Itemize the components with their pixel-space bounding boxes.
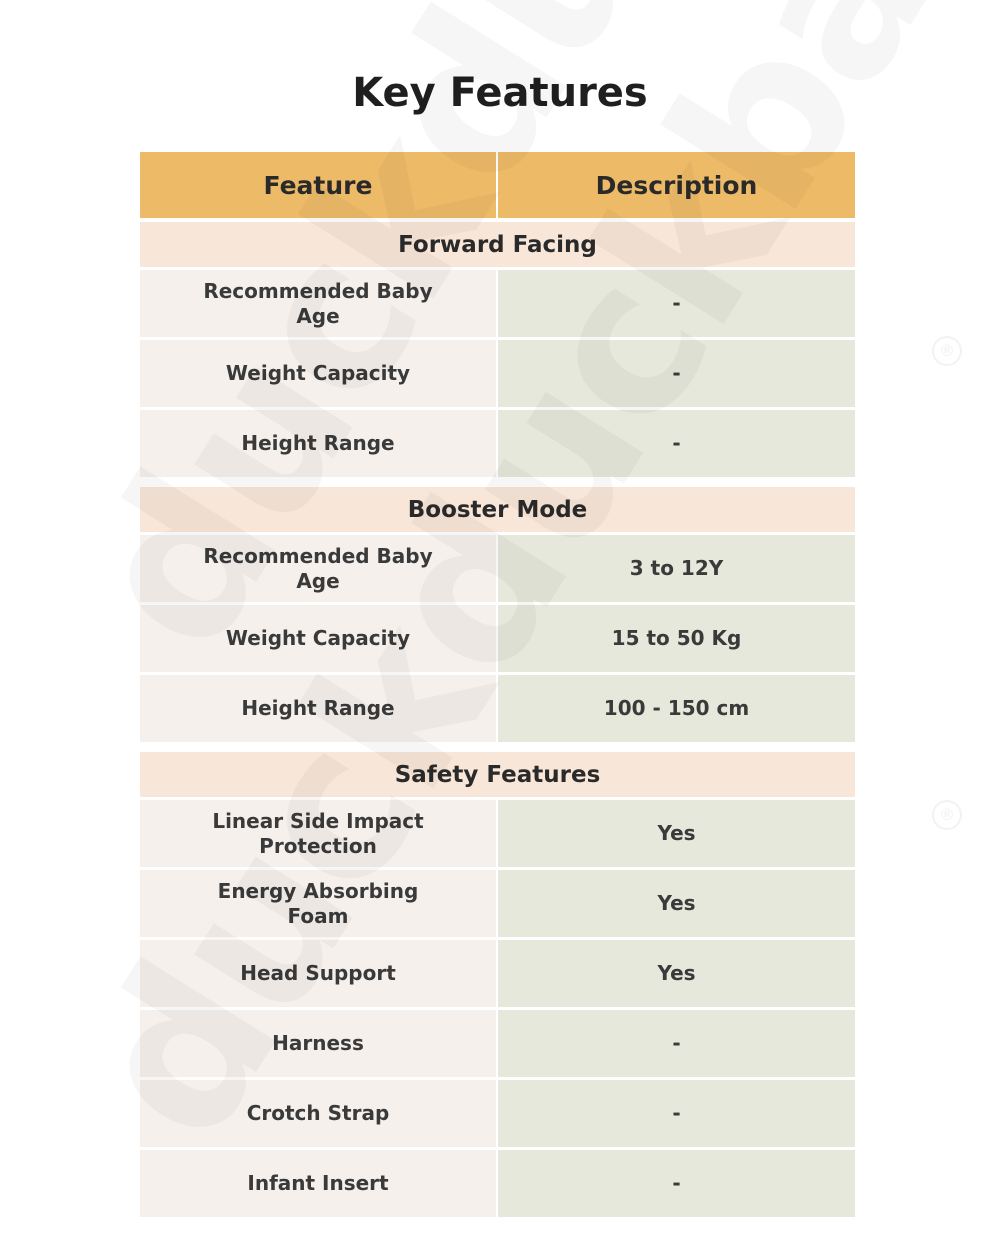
feature-label: Crotch Strap: [246, 1101, 390, 1125]
description-cell: -: [498, 340, 855, 407]
section-title: Forward Facing: [140, 222, 855, 267]
description-cell: -: [498, 1080, 855, 1147]
table-row: [140, 1010, 855, 1077]
feature-cell: [140, 270, 496, 337]
feature-label: Height Range: [241, 696, 395, 720]
feature-label: Linear Side Impact Protection: [212, 808, 424, 858]
section-title: Booster Mode: [140, 487, 855, 532]
feature-cell: [140, 1150, 496, 1217]
feature-cell: [140, 1080, 496, 1147]
description-cell: 15 to 50 Kg: [498, 605, 855, 672]
description-cell: 100 - 150 cm: [498, 675, 855, 742]
feature-cell: [140, 340, 496, 407]
description-cell: -: [498, 410, 855, 477]
feature-cell: [140, 535, 496, 602]
registered-icon: ®: [932, 800, 962, 830]
feature-label: Harness: [272, 1031, 364, 1055]
feature-label: Energy Absorbing Foam: [217, 878, 419, 928]
table-row: [140, 675, 855, 742]
header-feature: Feature: [140, 152, 496, 218]
table-row: [140, 800, 855, 867]
feature-cell: [140, 800, 496, 867]
table-row: [140, 1080, 855, 1147]
description-cell: Yes: [498, 940, 855, 1007]
description-cell: -: [498, 1010, 855, 1077]
feature-label: Recommended Baby Age: [203, 543, 433, 593]
table-row: [140, 410, 855, 477]
feature-label: Height Range: [241, 431, 395, 455]
description-cell: Yes: [498, 800, 855, 867]
table-row: [140, 270, 855, 337]
features-table: [140, 152, 855, 1220]
table-header: [140, 152, 855, 218]
feature-cell: [140, 870, 496, 937]
feature-cell: [140, 940, 496, 1007]
feature-label: Weight Capacity: [225, 361, 411, 385]
feature-cell: [140, 605, 496, 672]
section-title: Safety Features: [140, 752, 855, 797]
feature-cell: [140, 1010, 496, 1077]
feature-label: Head Support: [240, 961, 396, 985]
table-row: [140, 605, 855, 672]
description-cell: 3 to 12Y: [498, 535, 855, 602]
table-row: [140, 940, 855, 1007]
description-cell: -: [498, 1150, 855, 1217]
feature-cell: [140, 675, 496, 742]
description-cell: Yes: [498, 870, 855, 937]
feature-label: Recommended Baby Age: [203, 278, 433, 328]
description-cell: -: [498, 270, 855, 337]
table-row: [140, 535, 855, 602]
feature-label: Weight Capacity: [225, 626, 411, 650]
table-row: [140, 340, 855, 407]
table-row: [140, 1150, 855, 1217]
table-row: [140, 870, 855, 937]
feature-label: Infant Insert: [247, 1171, 389, 1195]
feature-cell: [140, 410, 496, 477]
registered-icon: ®: [932, 336, 962, 366]
page-title: Key Features: [352, 70, 648, 116]
header-description: Description: [498, 152, 855, 218]
